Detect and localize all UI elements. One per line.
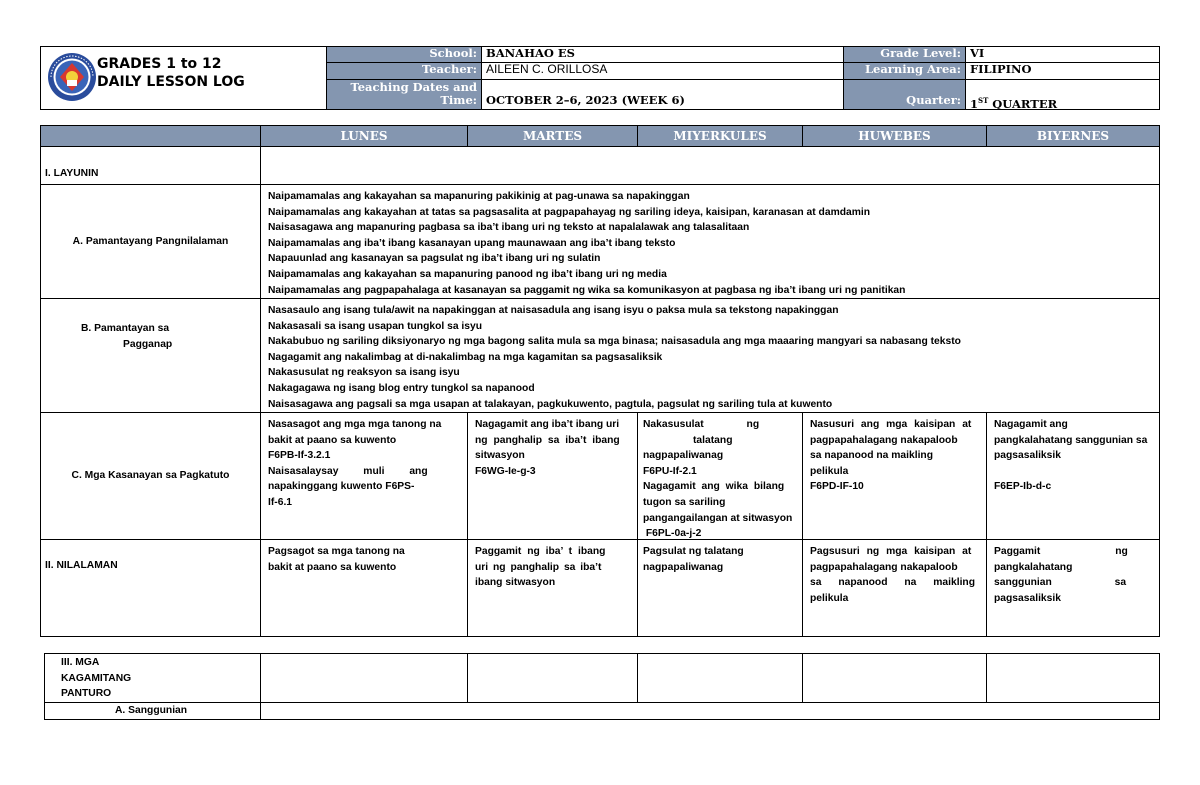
- deped-seal-icon: [47, 52, 97, 102]
- quarter-text: QUARTER: [988, 96, 1058, 111]
- kasanayan-huwebes-line: pagpapahalagang nakapaloob: [810, 434, 958, 446]
- kagamitan-miyerkules: [638, 654, 803, 703]
- nilalaman-biyernes-line: pagsasaliksik: [994, 592, 1061, 604]
- kasanayan-miyerkules-line: talatang: [693, 434, 733, 446]
- nilalaman-lunes-line: bakit at paano sa kuwento: [268, 561, 397, 573]
- kagamitan-label: [45, 654, 261, 703]
- nilalaman-huwebes: [803, 540, 987, 637]
- school-value: BANAHAO ES: [481, 47, 843, 63]
- kasanayan-miyerkules-line: F6PL-0a-j-2: [643, 528, 702, 540]
- kagamitan-label-line3: PANTURO: [61, 688, 112, 700]
- nilalaman-martes-line: Paggamit ng iba’ t ibang: [475, 546, 606, 557]
- kasanayan-biyernes-line: pangkalahatang sanggunian sa: [994, 434, 1148, 446]
- quarter-label: Quarter:: [843, 80, 965, 109]
- grade-level-label: Grade Level:: [843, 47, 965, 63]
- learning-area-value: FILIPINO: [965, 63, 1159, 80]
- nilalaman-huwebes-line: pelikula: [810, 592, 849, 604]
- header-info-grid: [326, 47, 1159, 109]
- day-header-miyerkules: MIYERKULES: [638, 126, 803, 147]
- nilalaman-huwebes-line: sa napanood na maikling: [810, 577, 976, 589]
- pagganap-label-line2: Pagganap: [123, 338, 173, 350]
- lesson-log-table: [40, 125, 1160, 637]
- pagganap-line: Nakasasali sa isang usapan tungkol sa isyu: [268, 320, 483, 332]
- quarter-suffix: ST: [978, 96, 989, 105]
- kasanayan-miyerkules-line: Nakasusulat ng: [643, 419, 760, 430]
- kasanayan-miyerkules-line: nagpapaliwanag: [643, 450, 724, 462]
- day-header-lunes: LUNES: [261, 126, 468, 147]
- kasanayan-lunes-line: bakit at paano sa kuwento: [268, 434, 397, 446]
- pamantayan-pagganap-label: [41, 299, 261, 413]
- pagganap-label-line1: B. Pamantayan sa: [81, 323, 170, 334]
- logo-cell: [41, 47, 326, 109]
- kasanayan-huwebes-line: sa napanood na maikling: [810, 450, 934, 462]
- layunin-label: I. LAYUNIN: [41, 147, 261, 185]
- pagganap-line: Nakasusulat ng reaksyon sa isang isyu: [268, 367, 460, 379]
- pangnilalaman-line: Naipamamalas ang kakayahan sa mapanuring panood ng iba’t ibang uri ng media: [268, 268, 667, 280]
- kagamitan-label-line1: III. MGA: [61, 657, 100, 668]
- nilalaman-martes: [468, 540, 638, 637]
- kasanayan-biyernes-line: pagsasaliksik: [994, 450, 1061, 462]
- kasanayan-miyerkules-line: tugon sa sariling: [643, 496, 726, 508]
- kasanayan-miyerkules-line: pangangailangan at sitwasyon: [643, 512, 793, 524]
- pamantayang-pangnilalaman-label: A. Pamantayang Pangnilalaman: [41, 185, 261, 299]
- sanggunian-content: [261, 703, 1159, 719]
- kasanayan-martes: [468, 413, 638, 540]
- day-header-huwebes: HUWEBES: [803, 126, 987, 147]
- nilalaman-martes-line: ibang sitwasyon: [475, 577, 556, 589]
- nilalaman-miyerkules-line: nagpapaliwanag: [643, 561, 724, 573]
- kasanayan-miyerkules: [638, 413, 803, 540]
- corner-cell: [41, 126, 261, 147]
- kasanayan-lunes-line: If-6.1: [268, 496, 293, 508]
- kasanayan-miyerkules-line: F6PU-If-2.1: [643, 465, 697, 477]
- teaching-dates-value: OCTOBER 2–6, 2023 (WEEK 6): [481, 80, 843, 109]
- kasanayan-biyernes-line: Nagagamit ang: [994, 419, 1068, 430]
- kagamitan-martes: [468, 654, 638, 703]
- pangnilalaman-line: Napauunlad ang kasanayan sa pagsulat ng iba’t ibang uri ng sulatin: [268, 253, 601, 265]
- teacher-value: AILEEN C. ORILLOSA: [481, 63, 843, 80]
- kasanayan-huwebes: [803, 413, 987, 540]
- kagamitan-table: [44, 653, 1160, 720]
- learning-area-label: Learning Area:: [843, 63, 965, 80]
- teacher-label: Teacher:: [326, 63, 481, 80]
- title-line-2: DAILY LESSON LOG: [97, 74, 245, 90]
- kagamitan-label-line2: KAGAMITANG: [61, 672, 132, 684]
- kagamitan-biyernes: [987, 654, 1159, 703]
- nilalaman-label: II. NILALAMAN: [41, 540, 261, 637]
- pagganap-line: Nagagamit ang nakalimbag at di-nakalimbag na mga kagamitan sa pagsasaliksik: [268, 351, 663, 363]
- pangnilalaman-line: Naipamamalas ang pagpapahalaga at kasanayan sa paggamit ng wika sa komunikasyon at pagbasa ng iba’t ibang uri ng panitikan: [268, 284, 906, 296]
- pangnilalaman-line: Naisasagawa ang mapanuring pagbasa sa iba’t ibang uri ng teksto at napalalawak ang talasalitaan: [268, 222, 750, 234]
- pagganap-line: Nakabubuo ng sariling diksiyonaryo ng mga bagong salita mula sa mga binasa; naisasadula ang mga maaaring mangyari sa nabasang teksto: [268, 336, 961, 348]
- nilalaman-lunes: [261, 540, 468, 637]
- pagganap-line: Naisasagawa ang pagsali sa mga usapan at talakayan, pagkukuwento, pagtula, pagsulat ng sariling tula at kuwento: [268, 398, 833, 410]
- kasanayan-lunes-line: napakinggang kuwento F6PS-: [268, 481, 415, 493]
- kasanayan-martes-line: ng panghalip sa iba’t ibang: [475, 434, 620, 446]
- quarter-number: 1: [970, 96, 979, 111]
- kasanayan-label: C. Mga Kasanayan sa Pagkatuto: [41, 413, 261, 540]
- pamantayang-pangnilalaman-content: [261, 185, 1159, 299]
- day-header-martes: MARTES: [468, 126, 638, 147]
- kasanayan-biyernes-line: [994, 464, 1159, 480]
- kasanayan-martes-line: F6WG-Ie-g-3: [475, 465, 536, 477]
- dll-header: [40, 46, 1160, 110]
- kasanayan-miyerkules-line: Nagagamit ang wika bilang: [643, 481, 785, 493]
- nilalaman-biyernes-line: Paggamit ng: [994, 546, 1128, 557]
- pagganap-line: Nakagagawa ng isang blog entry tungkol sa napanood: [268, 382, 535, 394]
- nilalaman-biyernes-line: sanggunian sa: [994, 577, 1127, 589]
- kasanayan-lunes-line: Naisasalaysay muli ang: [268, 465, 428, 477]
- teaching-dates-label-line1: Teaching Dates and: [350, 80, 477, 94]
- layunin-content: [261, 147, 1159, 185]
- kasanayan-lunes-line: Nasasagot ang mga mga tanong na: [268, 419, 442, 430]
- nilalaman-biyernes: [987, 540, 1159, 637]
- nilalaman-huwebes-line: Pagsusuri ng mga kaisipan at: [810, 546, 972, 557]
- kasanayan-huwebes-line: F6PD-IF-10: [810, 481, 864, 493]
- pamantayan-pagganap-content: [261, 299, 1159, 413]
- grade-level-value: VI: [965, 47, 1159, 63]
- quarter-value: [965, 80, 1159, 109]
- teaching-dates-label: [326, 80, 481, 109]
- nilalaman-martes-line: uri ng panghalip sa iba’t: [475, 561, 602, 573]
- kasanayan-martes-line: Nagagamit ang iba’t ibang uri: [475, 419, 620, 430]
- kasanayan-biyernes: [987, 413, 1159, 540]
- nilalaman-miyerkules: [638, 540, 803, 637]
- kasanayan-martes-line: sitwasyon: [475, 450, 525, 462]
- kasanayan-huwebes-line: pelikula: [810, 465, 849, 477]
- kagamitan-huwebes: [803, 654, 987, 703]
- pangnilalaman-line: Naipamamalas ang iba’t ibang kasanayan upang maunawaan ang iba’t ibang teksto: [268, 237, 676, 249]
- kasanayan-lunes-line: F6PB-If-3.2.1: [268, 450, 331, 462]
- pangnilalaman-line: Naipamamalas ang kakayahan sa mapanuring pakikinig at pag-unawa sa napakinggan: [268, 191, 690, 202]
- nilalaman-miyerkules-line: Pagsulat ng talatang: [643, 546, 744, 557]
- kasanayan-biyernes-line: F6EP-Ib-d-c: [994, 481, 1052, 493]
- nilalaman-lunes-line: Pagsagot sa mga tanong na: [268, 546, 405, 557]
- day-header-biyernes: BIYERNES: [987, 126, 1159, 147]
- pagganap-line: Nasasaulo ang isang tula/awit na napakinggan at naisasadula ang isang isyu o paksa mula sa tekstong napakinggan: [268, 305, 839, 316]
- title-line-1: GRADES 1 to 12: [97, 56, 222, 72]
- pangnilalaman-line: Naipamamalas ang kakayahan at tatas sa pagsasalita at pagpapahayag ng sariling ideya, kaisipan, karanasan at damdamin: [268, 206, 871, 218]
- school-label: School:: [326, 47, 481, 63]
- nilalaman-biyernes-line: pangkalahatang: [994, 561, 1073, 573]
- nilalaman-huwebes-line: pagpapahalagang nakapaloob: [810, 561, 958, 573]
- sanggunian-label: A. Sanggunian: [45, 703, 261, 719]
- kagamitan-lunes: [261, 654, 468, 703]
- kasanayan-lunes: [261, 413, 468, 540]
- teaching-dates-label-line2: Time:: [440, 93, 477, 107]
- kasanayan-huwebes-line: Nasusuri ang mga kaisipan at: [810, 419, 972, 430]
